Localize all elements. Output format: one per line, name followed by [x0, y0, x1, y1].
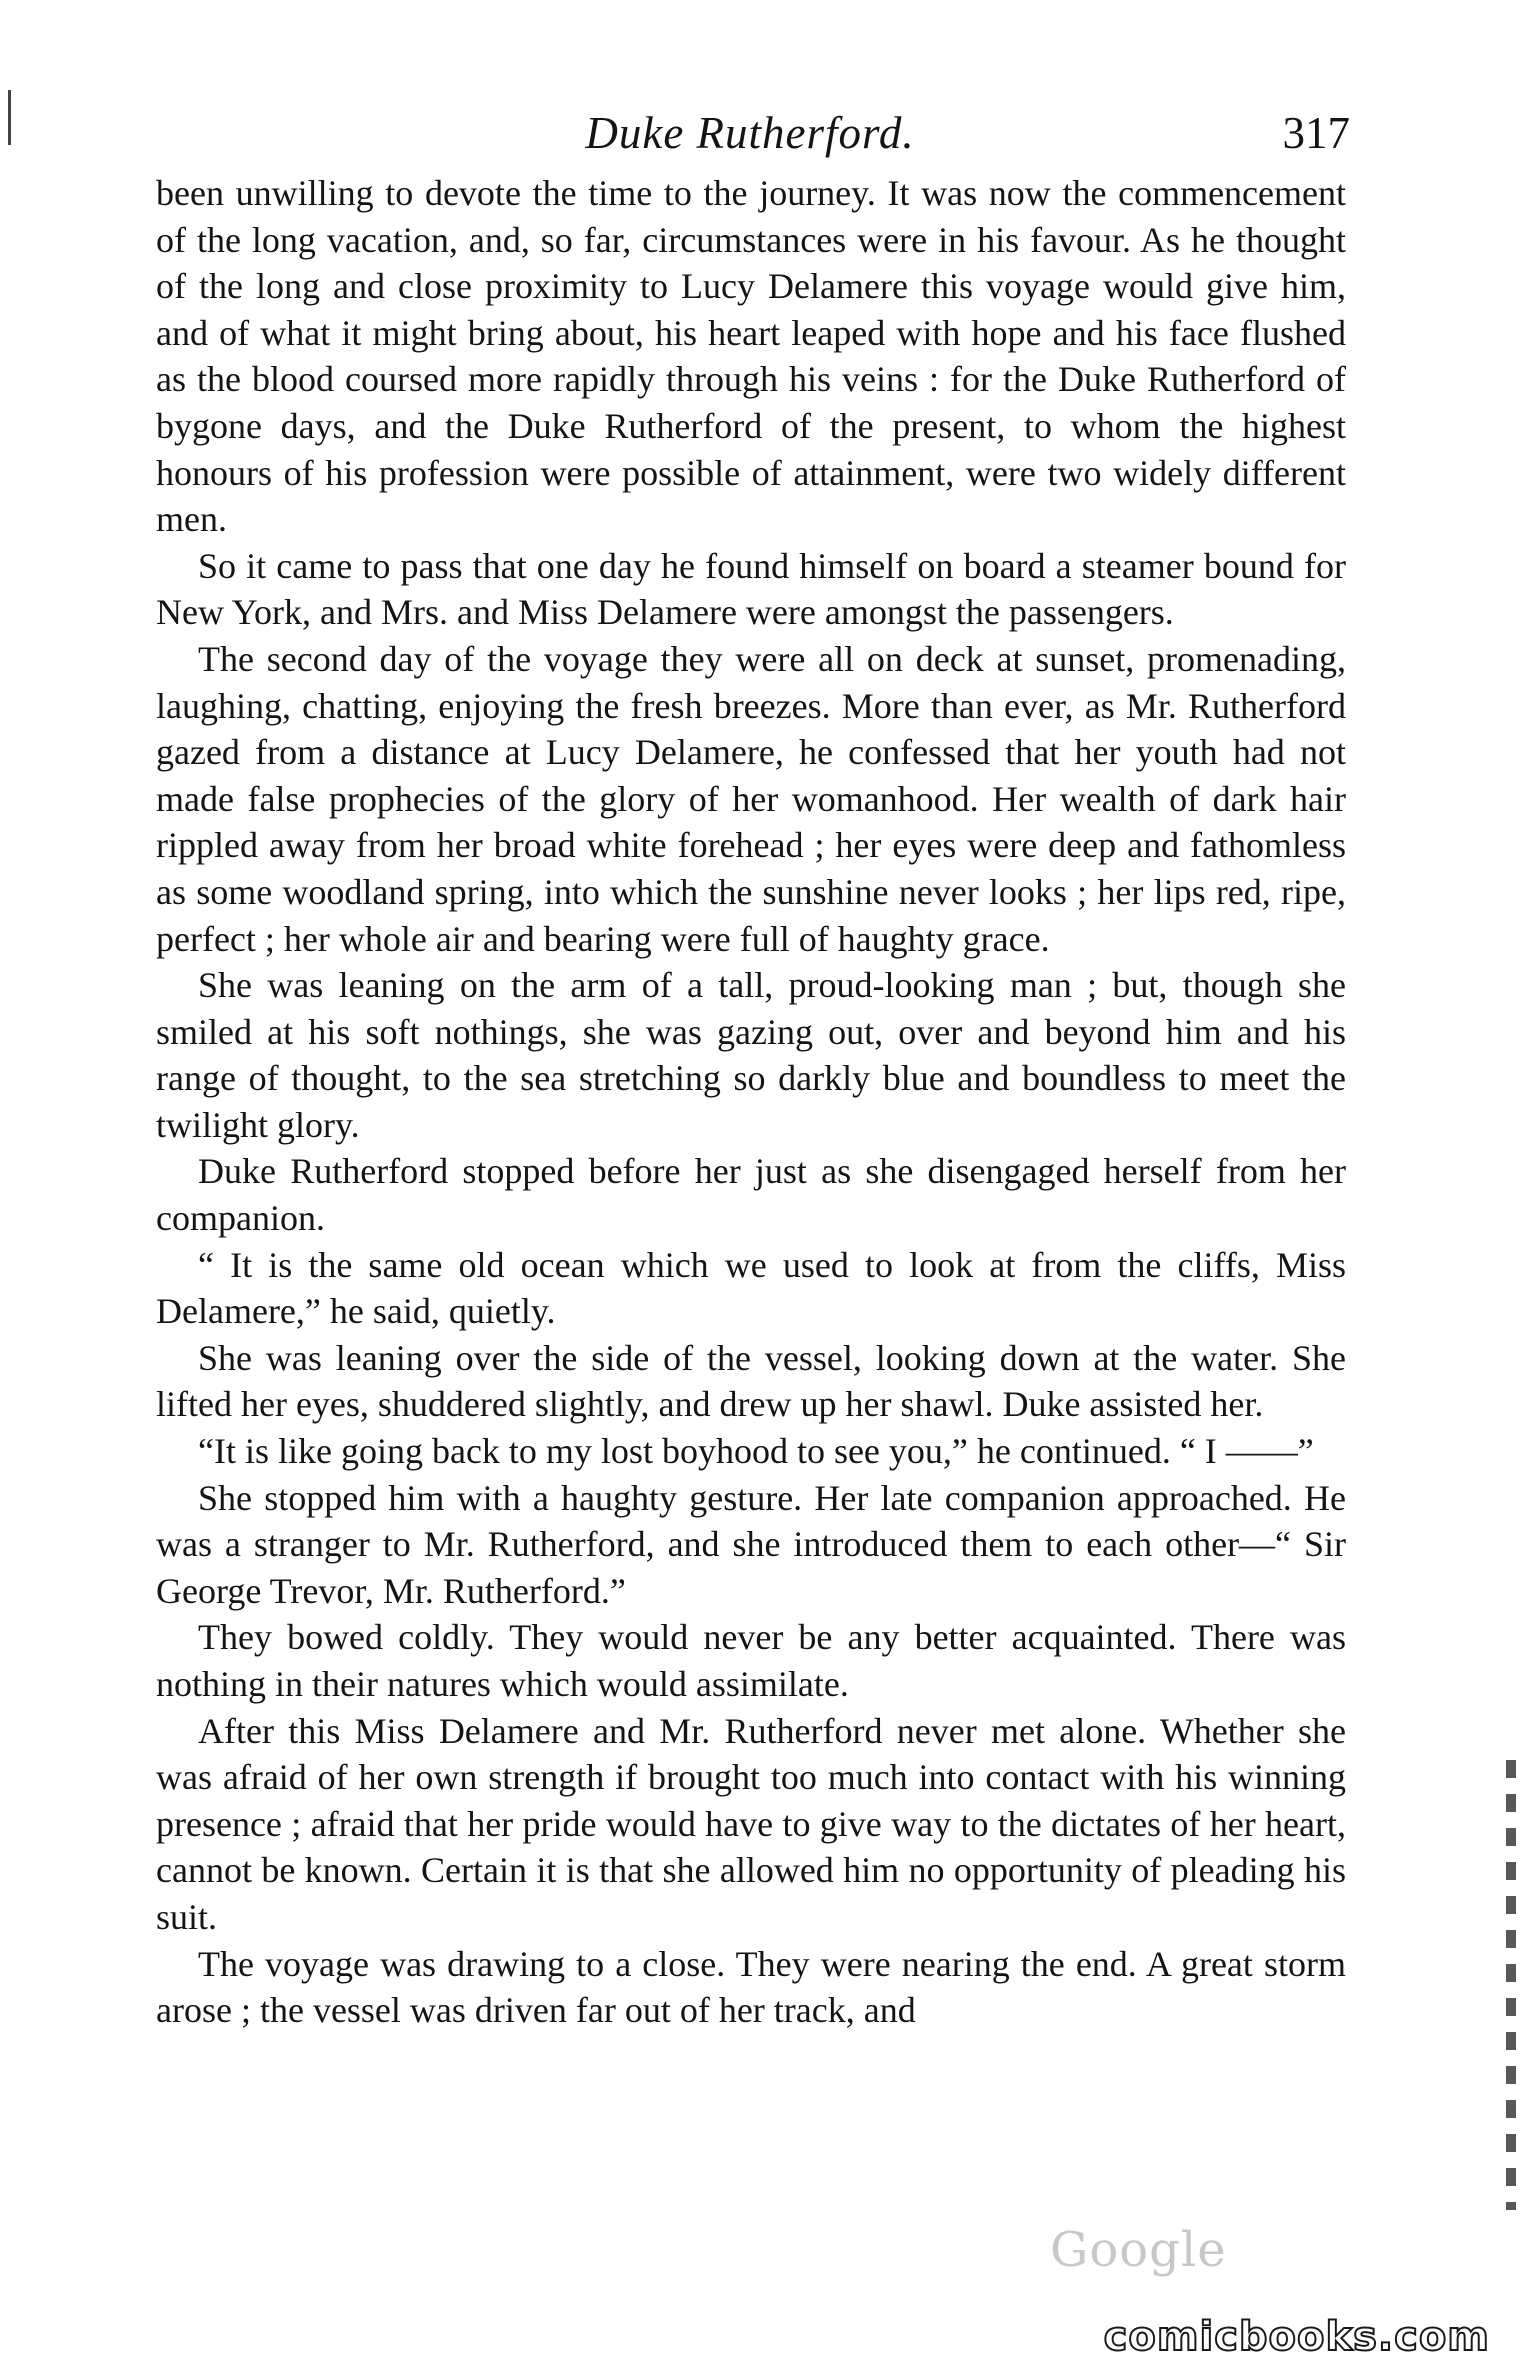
paragraph: She was leaning over the side of the vessel, looking down at the water. She lifted her eyes, shuddered slightly, and drew up her shawl. Duke assisted her. — [156, 1337, 1346, 1425]
page-edge-mark — [8, 90, 11, 145]
running-title: Duke Rutherford. — [585, 108, 915, 158]
google-watermark: Google — [1050, 2222, 1227, 2278]
paragraph: The second day of the voyage they were all on deck at sunset, promenading, laughing, chatting, enjoying the fresh breezes. More than ever, as Mr. Rutherford gazed from a distance at Lucy Delamere, he confessed that her youth had not made false prophecies of the glory of her womanhood. Her wealth of dark hair rippled away from her broad white forehead ; her eyes were deep and fathomless as some woodland spring, into which the sunshine never looks ; her lips red, ripe, perfect ; her whole air and bearing were full of haughty grace. — [156, 638, 1346, 959]
paragraph: been unwilling to devote the time to the journey. It was now the commencement of the long vacation, and, so far, circumstances were in his favour. As he thought of the long and close proximity to Lucy Delamere this voyage would give him, and of what it might bring about, his heart leaped with hope and his face flushed as the blood coursed more rapidly through his veins : for the Duke Rutherford of bygone days, and the Duke Rutherford of the present, to whom the highest honours of his profession were possible of attainment, were two widely different men. — [156, 173, 1346, 540]
paragraph: “ It is the same old ocean which we used to look at from the cliffs, Miss Delamere,” he said, quietly. — [156, 1244, 1346, 1332]
paragraph: The voyage was drawing to a close. They were nearing the end. A great storm arose ; the vessel was driven far out of her track, and — [156, 1943, 1346, 2031]
paragraph: She was leaning on the arm of a tall, proud-looking man ; but, though she smiled at his soft nothings, she was gazing out, over and beyond him and his range of thought, to the sea stretching so darkly blue and boundless to meet the twilight glory. — [156, 965, 1346, 1145]
page-number: 317 — [1282, 108, 1350, 158]
paragraph: “It is like going back to my lost boyhood to see you,” he continued. “ I ——” — [198, 1431, 1314, 1472]
paragraph: So it came to pass that one day he found himself on board a steamer bound for New York, and Mrs. and Miss Delamere were amongst the passengers. — [156, 545, 1346, 633]
body-text — [156, 170, 1346, 2034]
paragraph: After this Miss Delamere and Mr. Rutherford never met alone. Whether she was afraid of her own strength if brought too much into contact with his winning presence ; afraid that her pride would have to give way to the dictates of her heart, cannot be known. Certain it is that she allowed him no opportunity of pleading his suit. — [156, 1710, 1346, 1937]
page-edge-mark — [1506, 1760, 1516, 2210]
paragraph: They bowed coldly. They would never be any better acquainted. There was nothing in their natures which would assimilate. — [156, 1617, 1346, 1704]
site-watermark: comicbooks.com — [1103, 2314, 1490, 2360]
paragraph: She stopped him with a haughty gesture. Her late companion approached. He was a stranger to Mr. Rutherford, and she introduced them to each other—“ Sir George Trevor, Mr. Rutherford.” — [156, 1477, 1346, 1611]
paragraph: Duke Rutherford stopped before her just as she disengaged herself from her companion. — [156, 1151, 1346, 1239]
page-header — [150, 98, 1350, 168]
